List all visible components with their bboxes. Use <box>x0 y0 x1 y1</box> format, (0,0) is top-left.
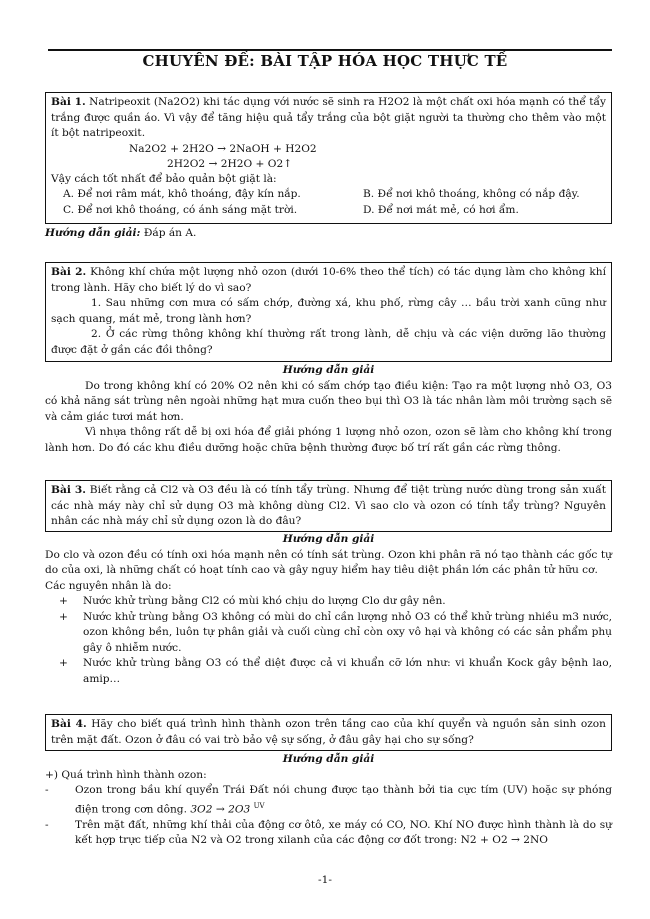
bai2-label: Bài 2. <box>51 266 87 278</box>
bai1-guide <box>45 226 612 242</box>
page-number: -1- <box>318 874 332 886</box>
bai2-question-1: 1. Sau những cơn mưa có sấm chớp, đường xá, khu phố, rừng cây … bầu trời xanh cũng như sạch quang, mát mẻ, trong lành hơn? <box>51 297 606 325</box>
bai1-label: Bài 1. <box>51 96 86 108</box>
bai1-eq1: Na2O2 + 2H2O → 2NaOH + H2O2 <box>129 142 317 155</box>
bai1-option-c: C. Để nơi khô thoáng, có ánh sáng mặt trời. <box>63 203 298 216</box>
bai2-text: Bài 2. Không khí chứa một lượng nhỏ ozon (dưới 10-6% theo thể tích) có tác dụng làm cho không khí trong lành. Hãy cho biết lý do vì sao? <box>51 266 607 294</box>
bai1-options-row2 <box>51 203 606 219</box>
bai1-question: Vậy cách tốt nhất để bảo quản bột giặt là: <box>51 172 277 185</box>
bai4-eq-condition: UV <box>253 801 265 810</box>
bai4-label: Bài 4. <box>51 718 87 730</box>
bai1-option-a: A. Để nơi râm mát, khô thoáng, đậy kín nắp. <box>63 188 301 200</box>
bai2-paragraph-1: Do trong không khí có 20% O2 nên khi có sấm chớp tạo điều kiện: Tạo ra một lượng nhỏ O3, O3 có khả năng sát trùng nên ngoài những hạt mưa cuốn theo bụi thì O3 là tác nhân làm môi trường sạch sẽ và cảm giác tươi mát hơn. <box>45 379 612 423</box>
bai3-label: Bài 3. <box>51 484 86 496</box>
bai3-bullet-3: + Nước khử trùng bằng O3 có thể diệt được cả vi khuẩn cỡ lớn như: vi khuẩn Kock gây bệnh lao, amip… <box>59 657 612 685</box>
top-rule <box>48 49 612 51</box>
bai1-box <box>45 92 612 224</box>
bai2-guide-heading: Hướng dẫn giải <box>282 364 375 376</box>
bai4-text: Bài 4. Hãy cho biết quá trình hình thành ozon trên tầng cao của khí quyển và nguồn sản sinh ozon trên mặt đất. Ozon ở đâu có vai trò bảo vệ sự sống, ở đâu gây hại cho sự sống? <box>51 718 606 746</box>
bai2-box <box>45 262 612 362</box>
bai1-options-row1 <box>51 187 606 203</box>
bai4-box <box>45 714 612 751</box>
bai3-bullet-1: + Nước khử trùng bằng Cl2 có mùi khó chịu do lượng Clo dư gây nên. <box>59 595 446 607</box>
bai3-text: Bài 3. Biết rằng cả Cl2 và O3 đều là có tính tẩy trùng. Nhưng để tiệt trùng nước dùng trong sản xuất các nhà máy này chỉ sử dụng O3 mà không dùng Cl2. Vì sao clo và ozon có tính tẩy trùng? Nguyên nhân các nhà máy chỉ sử dụng ozon là do đâu? <box>51 484 606 527</box>
bai2-paragraph-2: Vì nhựa thông rất dễ bị oxi hóa để giải phóng 1 lượng nhỏ ozon, ozon sẽ làm cho không khí trong lành hơn. Do đó các khu điều dưỡng hoặc chữa bệnh thường được bố trí rất gần các rừng thông. <box>45 426 612 454</box>
bai2-question-2: 2. Ở các rừng thông không khí thường rất trong lành, dễ chịu và các viện dưỡng lão thường được đặt ở gần các đồi thông? <box>51 328 606 356</box>
bai1-text: Bài 1. Natripeoxit (Na2O2) khi tác dụng với nước sẽ sinh ra H2O2 là một chất oxi hóa mạnh có thể tẩy trắng được quần áo. Vì vậy để tăng hiệu quả tẩy trắng của bột giặt người ta thường cho thêm vào một ít bột natripeoxit. <box>51 96 607 139</box>
bai4-eq-no: N2 + O2 → 2NO <box>460 834 548 847</box>
bai3-guide-heading: Hướng dẫn giải <box>282 533 375 545</box>
bai1-eq2: 2H2O2 → 2H2O + O2↑ <box>167 157 293 170</box>
bai4-dash-2: - Trên mặt đất, những khí thải của động cơ ôtô, xe máy có CO, NO. Khí NO được hình thành là do sự kết hợp trực tiếp của N2 và O2 trong xilanh của các động cơ đốt trong: N2 + O2 → 2NO <box>45 818 612 847</box>
bai3-bullet-2: + Nước khử trùng bằng O3 không có mùi do chỉ cần lượng nhỏ O3 có thể khử trùng nhiều m3 nước, ozon không bền, luôn tự phân giải và cuối cùng chỉ còn oxy vô hại và không có các sản phẩm phụ gây ô nhiễm nước. <box>59 610 612 654</box>
bai1-answer: Đáp án A. <box>143 227 197 239</box>
bai4-guide-heading: Hướng dẫn giải <box>282 753 375 765</box>
bai1-guide-label: Hướng dẫn giải: <box>45 227 141 239</box>
bai3-box <box>45 480 612 532</box>
bai4-solution <box>45 752 612 849</box>
bai4-eq-ozone: 3O2 → 2O3 <box>190 803 251 816</box>
bai4-paragraph-1: +) Quá trình hình thành ozon: <box>45 768 207 781</box>
bai1-option-d: D. Để nơi mát mẻ, có hơi ẩm. <box>363 203 519 216</box>
bai3-paragraph-1: Do clo và ozon đều có tính oxi hóa mạnh nên có tính sát trùng. Ozon khi phân rã nó tạo thành các gốc tự do của oxi, là những chất có hoạt tính cao và gây nguy hiểm hay tiêu diệt phần lớn các phân tử hữu cơ. <box>45 548 612 576</box>
bai3-solution <box>45 532 612 687</box>
bai2-solution <box>45 363 612 456</box>
bai1-option-b: B. Để nơi khô thoáng, không có nắp đậy. <box>363 188 580 200</box>
page-title: CHUYÊN ĐỀ: BÀI TẬP HÓA HỌC THỰC TẾ <box>142 52 508 70</box>
bai3-paragraph-2: Các nguyên nhân là do: <box>45 579 172 592</box>
bai4-dash-1: - Ozon trong bầu khí quyển Trái Đất nói chung được tạo thành bởi tia cực tím (UV) hoặc sự phóng điện trong cơn dông. 3O2 → 2O3 $^{UV}$ <box>45 784 612 816</box>
